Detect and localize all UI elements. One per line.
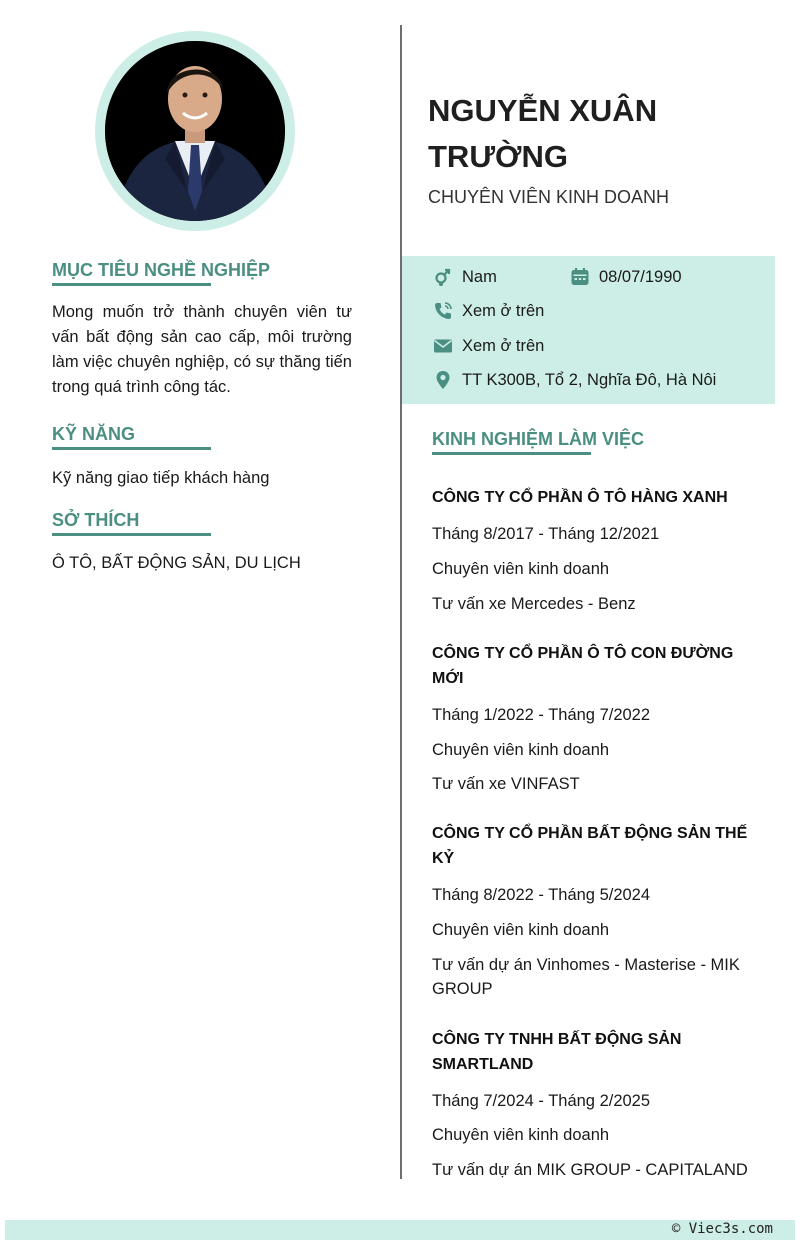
objective-text: Mong muốn trở thành chuyên viên tư vấn bất động sản cao cấp, môi trường làm việc chuyên nghiệp, có sự thăng tiến trong quá trình công tác. [52, 303, 352, 396]
email-value: Xem ở trên [462, 336, 545, 355]
job-company: CÔNG TY CỔ PHẦN Ô TÔ HÀNG XANH [432, 489, 728, 506]
contact-address [432, 369, 716, 391]
avatar [105, 41, 285, 221]
portrait-photo [105, 41, 285, 221]
candidate-name: NGUYỄN XUÂN TRƯỜNG [428, 93, 658, 174]
job-description: Tư vấn xe Mercedes - Benz [432, 595, 636, 613]
skills-heading: KỸ NĂNG [52, 424, 136, 444]
job-description: Tư vấn dự án MIK GROUP - CAPITALAND [432, 1161, 748, 1179]
objective-underline [52, 283, 211, 286]
avatar-frame [95, 31, 295, 231]
contact-gender [432, 266, 497, 288]
job-role: Chuyên viên kinh doanh [432, 560, 610, 578]
birthday-value: 08/07/1990 [599, 267, 682, 286]
calendar-icon [569, 266, 591, 288]
location-icon [432, 369, 454, 391]
contact-birthday [569, 266, 682, 288]
job-company: CÔNG TY CỔ PHẦN BẤT ĐỘNG SẢN THẾ KỶ [432, 825, 748, 867]
phone-icon [432, 300, 454, 322]
hobbies-underline [52, 533, 211, 536]
job-company: CÔNG TY CỔ PHẦN Ô TÔ CON ĐƯỜNG MỚI [432, 645, 734, 687]
email-icon [432, 335, 454, 357]
footer-credit: © Viec3s.com [671, 1221, 773, 1237]
job-period: Tháng 7/2024 - Tháng 2/2025 [432, 1092, 651, 1110]
job-role: Chuyên viên kinh doanh [432, 741, 610, 759]
job-description: Tư vấn dự án Vinhomes - Masterise - MIK GROUP [432, 956, 740, 998]
job-period: Tháng 8/2022 - Tháng 5/2024 [432, 886, 651, 904]
contact-email [432, 335, 544, 357]
experience-underline [432, 452, 591, 455]
candidate-title: CHUYÊN VIÊN KINH DOANH [428, 187, 670, 207]
job-company: CÔNG TY TNHH BẤT ĐỘNG SẢN SMARTLAND [432, 1031, 682, 1073]
skills-underline [52, 447, 211, 450]
hobbies-heading: SỞ THÍCH [52, 510, 140, 530]
phone-value: Xem ở trên [462, 301, 545, 320]
experience-heading: KINH NGHIỆM LÀM VIỆC [432, 429, 645, 449]
hobbies-text: Ô TÔ, BẤT ĐỘNG SẢN, DU LỊCH [52, 554, 301, 572]
address-value: TT K300B, Tổ 2, Nghĩa Đô, Hà Nôi [462, 370, 717, 389]
job-description: Tư vấn xe VINFAST [432, 775, 580, 793]
job-period: Tháng 8/2017 - Tháng 12/2021 [432, 525, 660, 543]
job-period: Tháng 1/2022 - Tháng 7/2022 [432, 706, 651, 724]
contact-panel [402, 256, 775, 404]
gender-value: Nam [462, 267, 497, 286]
job-role: Chuyên viên kinh doanh [432, 921, 610, 939]
footer-bar [5, 1220, 795, 1240]
gender-icon [432, 266, 454, 288]
contact-phone [432, 300, 544, 322]
objective-heading: MỤC TIÊU NGHỀ NGHIỆP [52, 260, 271, 280]
job-role: Chuyên viên kinh doanh [432, 1126, 610, 1144]
column-divider [400, 25, 402, 1179]
skills-text: Kỹ năng giao tiếp khách hàng [52, 469, 270, 487]
